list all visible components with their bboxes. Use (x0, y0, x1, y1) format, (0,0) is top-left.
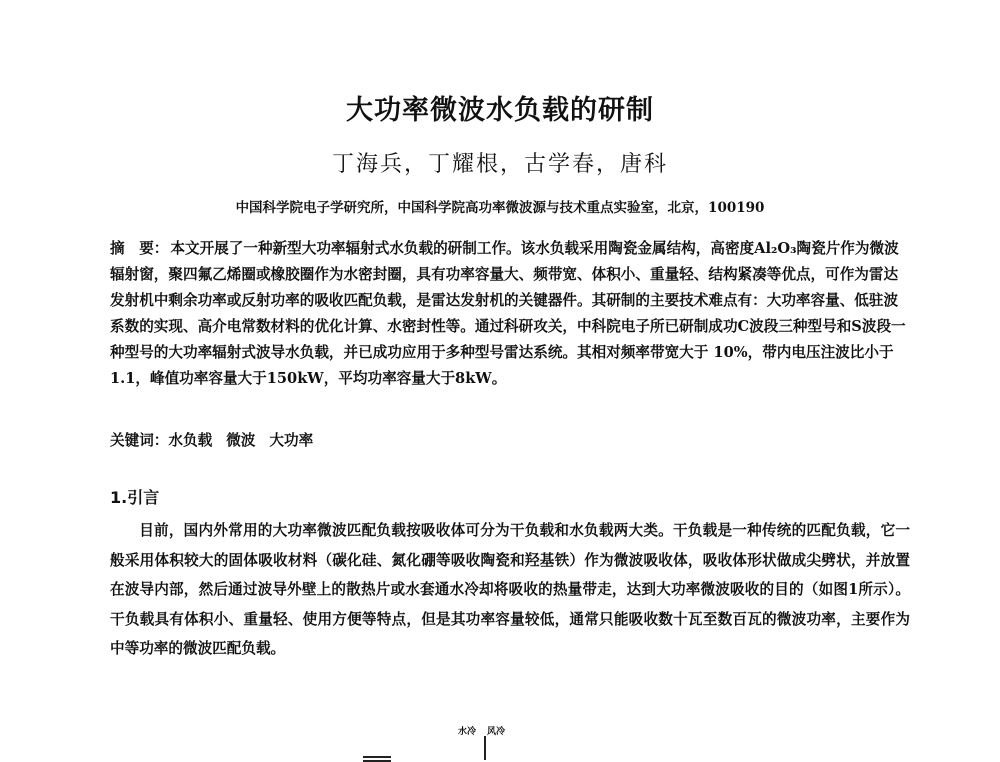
figure-label-right: 风冷 (487, 727, 506, 737)
figure-line (363, 756, 391, 758)
figure-line (484, 736, 486, 760)
section-heading: 1.引言 (110, 488, 160, 507)
abstract (110, 236, 910, 392)
paper-title: 大功率微波水负载的研制 (346, 95, 654, 126)
figure-label-left: 水冷 (458, 727, 477, 737)
keyword: 大功率 (269, 432, 314, 449)
body-paragraph: 目前，国内外常用的大功率微波匹配负载按吸收体可分为干负载和水负载两大类。干负载是一种传统的匹配负载，它一般采用体积较大的固体吸收材料（碳化硅、氮化硼等吸收陶瓷和羟基铁）作为微波吸收体，吸收体形状做成尖劈状，并放置在波导内部，然后通过波导外壁上的散热片或水套通水冷却将吸收的热量带走，达到大功率微波吸收的目的（如图1所示）。干负载具有体积小、重量轻、使用方便等特点，但是其功率容量较低，通常只能吸收数十瓦至数百瓦的微波功率，主要作为中等功率的微波匹配负载。 (110, 522, 910, 657)
keywords (110, 428, 910, 454)
abstract-label: 摘 要： (110, 240, 169, 257)
abstract-text: 本文开展了一种新型大功率辐射式水负载的研制工作。该水负载采用陶瓷金属结构，高密度Al₂O₃陶瓷片作为微波辐射窗，聚四氟乙烯圈或橡胶圈作为水密封圈，具有功率容量大、频带宽、体积小、重量轻、结构紧凑等优点，可作为雷达发射机中剩余功率或反射功率的吸收匹配负载，是雷达发射机的关键器件。其研制的主要技术难点有：大功率容量、低驻波系数的实现、高介电常数材料的优化计算、水密封性等。通过科研攻关，中科院电子所已研制成功C波段三种型号和S波段一种型号的大功率辐射式波导水负载，并已成功应用于多种型号雷达系统。其相对频率带宽大于 10%，带内电压注波比小于 1.1，峰值功率容量大于150kW，平均功率容量大于8kW。 (110, 240, 906, 387)
keyword: 微波 (226, 432, 256, 449)
keyword: 水负载 (168, 432, 213, 449)
affiliation: 中国科学院电子学研究所，中国科学院高功率微波源与技术重点实验室，北京，100190 (235, 200, 765, 216)
author-list: 丁海兵，丁耀根，古学春，唐科 (331, 152, 668, 177)
figure-1-partial (0, 720, 1000, 760)
keywords-label: 关键词： (110, 432, 169, 449)
